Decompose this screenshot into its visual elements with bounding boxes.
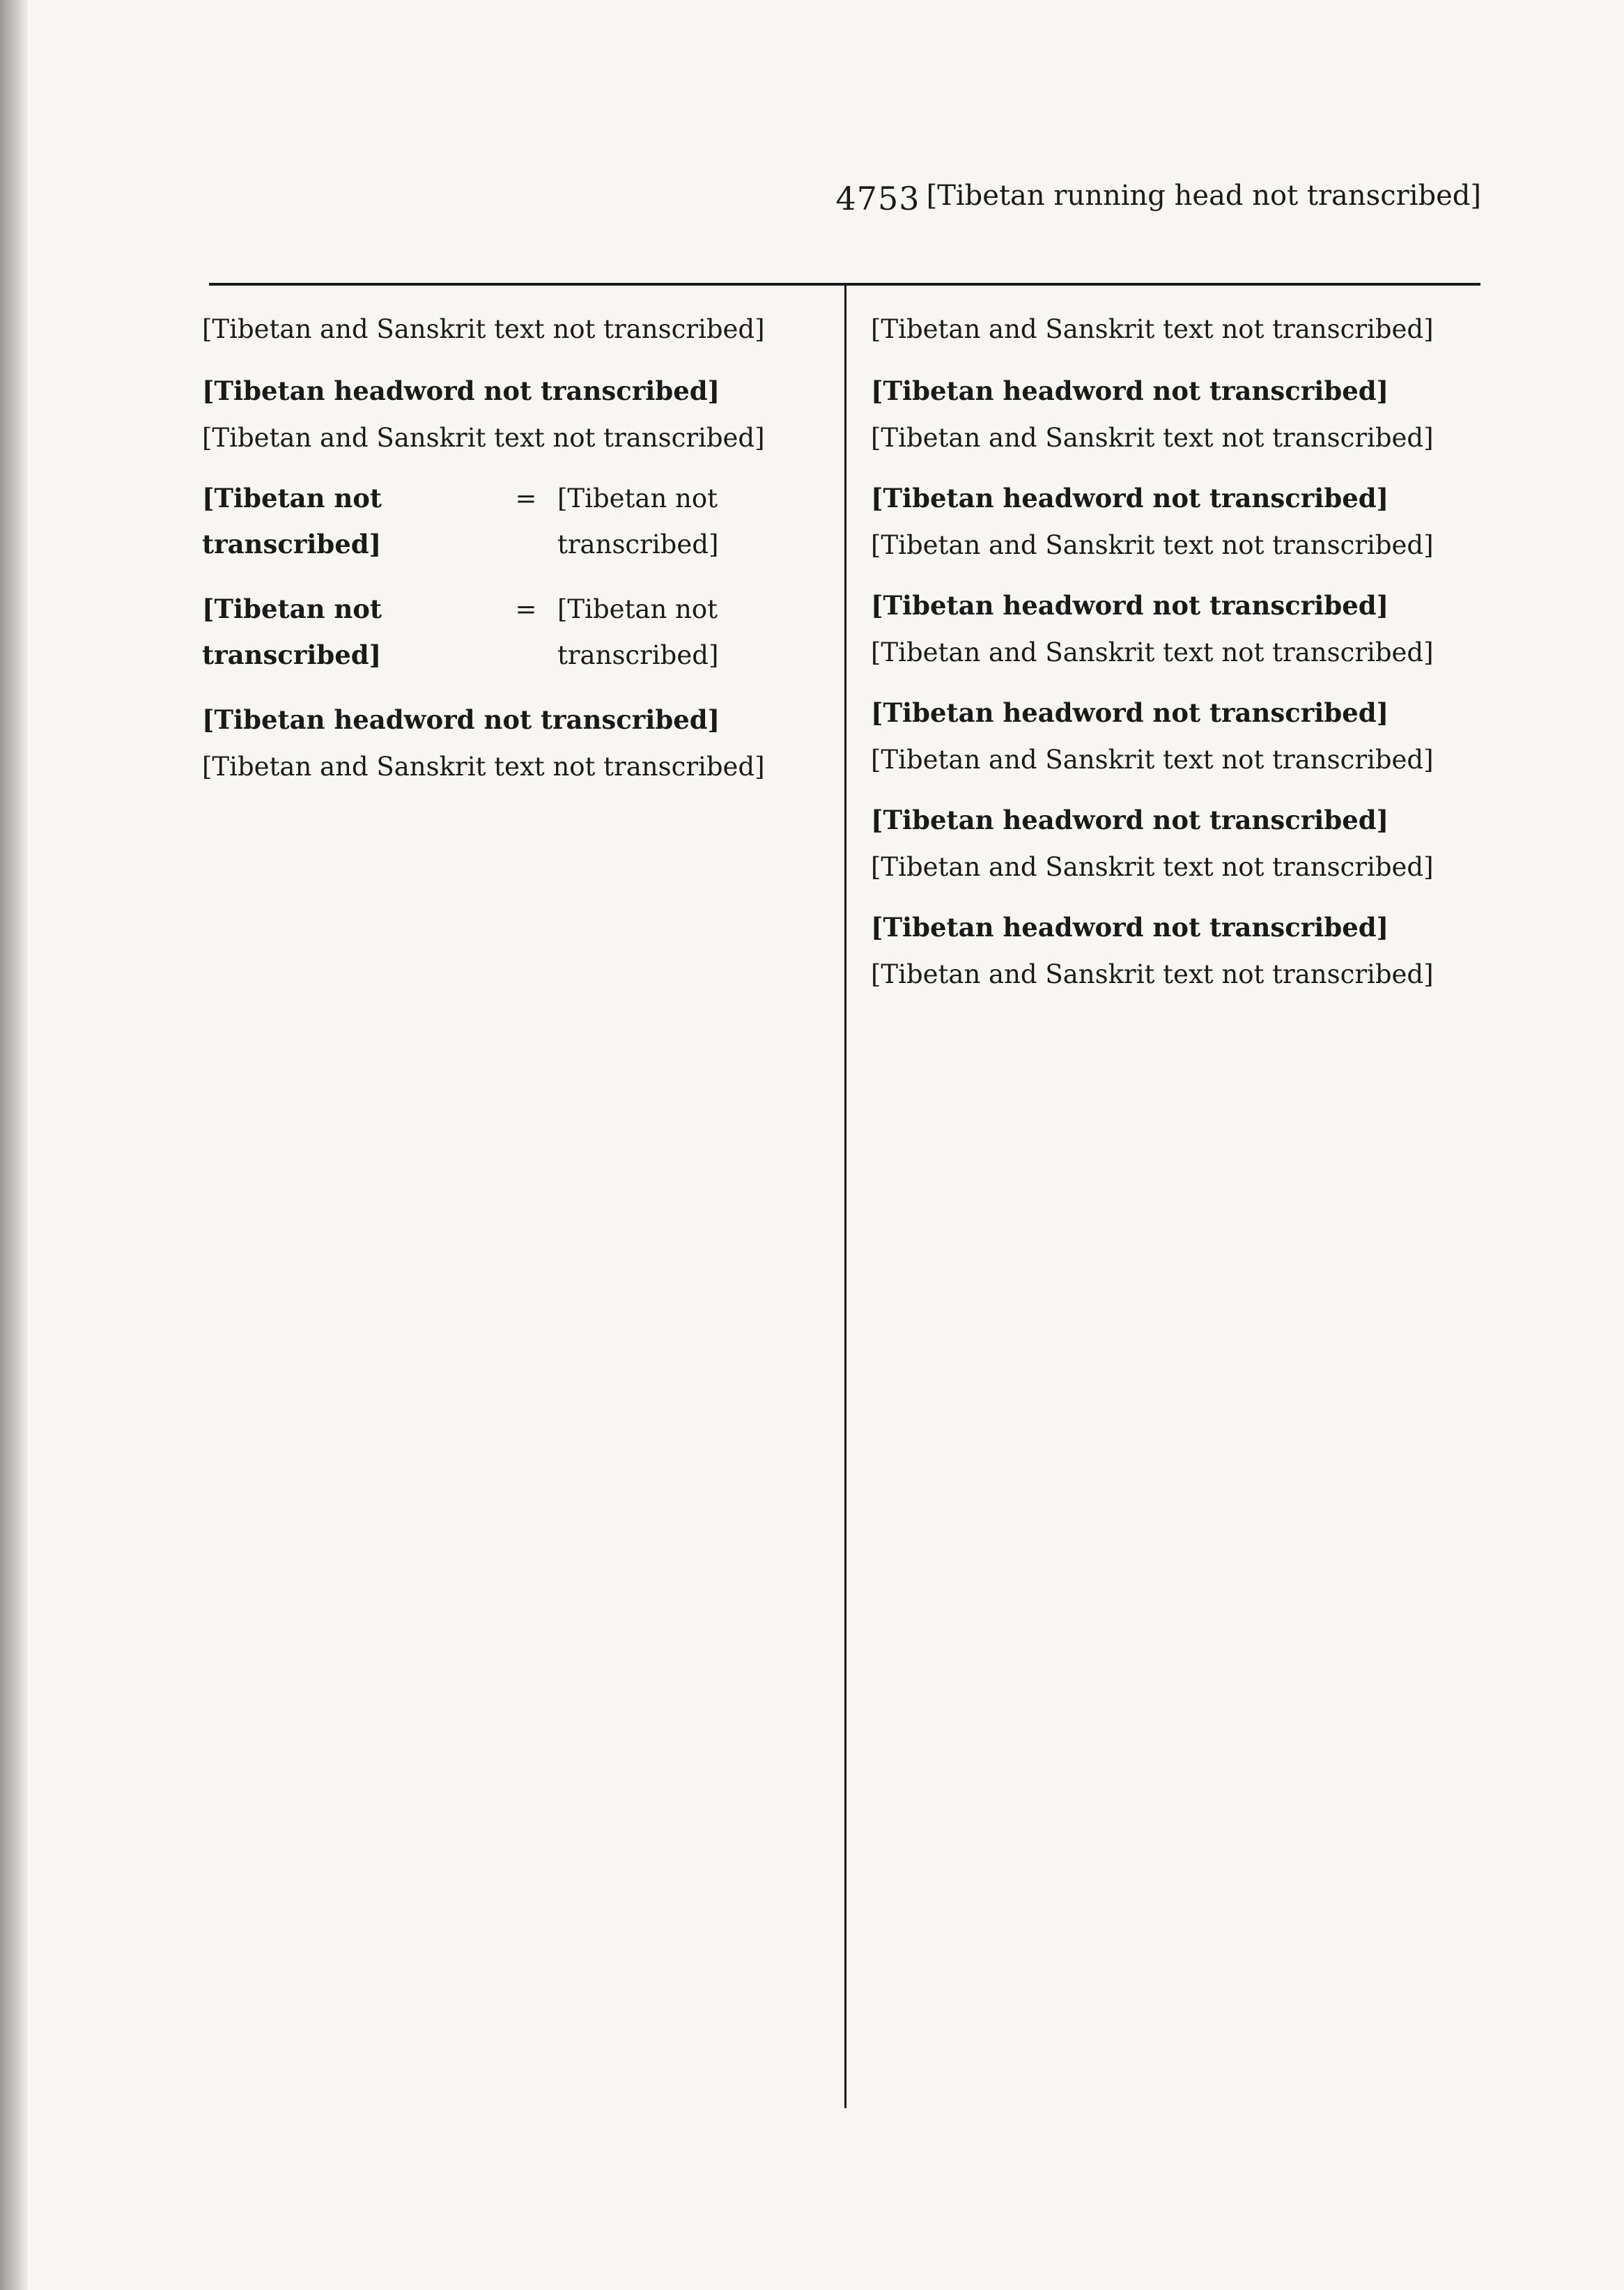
column-divider	[844, 283, 846, 2108]
entry-continuation: [Tibetan and Sanskrit text not transcribed]	[202, 314, 765, 344]
entry-body: [Tibetan and Sanskrit text not transcribed]	[871, 959, 1434, 989]
equals-sign: =	[515, 594, 537, 624]
entry-headword: [Tibetan headword not transcribed]	[202, 376, 720, 406]
binding-edge	[0, 0, 28, 2290]
cross-reference-target: [Tibetan not transcribed]	[557, 483, 719, 559]
entry-body: [Tibetan and Sanskrit text not transcribed]	[202, 423, 765, 453]
entry-headword: [Tibetan headword not transcribed]	[871, 376, 1389, 406]
entry-continuation: [Tibetan and Sanskrit text not transcribed]	[871, 314, 1434, 344]
entry-body: [Tibetan and Sanskrit text not transcribed]	[871, 852, 1434, 882]
entry-body: [Tibetan and Sanskrit text not transcribed]	[871, 423, 1434, 453]
cross-reference-headword: [Tibetan not transcribed]	[202, 594, 382, 670]
dictionary-entry	[871, 368, 1484, 461]
dictionary-entry	[871, 475, 1484, 568]
entry-headword: [Tibetan headword not transcribed]	[871, 912, 1389, 943]
cross-reference-row	[202, 586, 822, 679]
entry-headword: [Tibetan headword not transcribed]	[871, 483, 1389, 513]
equals-sign: =	[515, 483, 537, 513]
left-column	[202, 307, 822, 804]
entry-headword: [Tibetan headword not transcribed]	[202, 704, 720, 735]
entry-body: [Tibetan and Sanskrit text not transcribed]	[871, 745, 1434, 775]
entry-headword: [Tibetan headword not transcribed]	[871, 697, 1389, 728]
cross-reference-target: [Tibetan not transcribed]	[557, 594, 719, 670]
entry-headword: [Tibetan headword not transcribed]	[871, 590, 1389, 621]
cross-reference-headword: [Tibetan not transcribed]	[202, 483, 382, 559]
page-number: 4753	[835, 180, 920, 217]
dictionary-entry	[871, 797, 1484, 890]
dictionary-entry	[871, 904, 1484, 998]
dictionary-entry	[871, 582, 1484, 676]
dictionary-entry	[202, 368, 822, 461]
running-head: [Tibetan running head not transcribed]	[926, 180, 1481, 212]
entry-body: [Tibetan and Sanskrit text not transcribed]	[202, 752, 765, 782]
dictionary-entry	[202, 697, 822, 790]
dictionary-entry	[871, 690, 1484, 783]
entry-body: [Tibetan and Sanskrit text not transcribed]	[871, 530, 1434, 560]
cross-reference-row	[202, 475, 822, 568]
entry-headword: [Tibetan headword not transcribed]	[871, 805, 1389, 835]
entry-body: [Tibetan and Sanskrit text not transcribed]	[871, 637, 1434, 667]
right-column	[871, 307, 1484, 1012]
